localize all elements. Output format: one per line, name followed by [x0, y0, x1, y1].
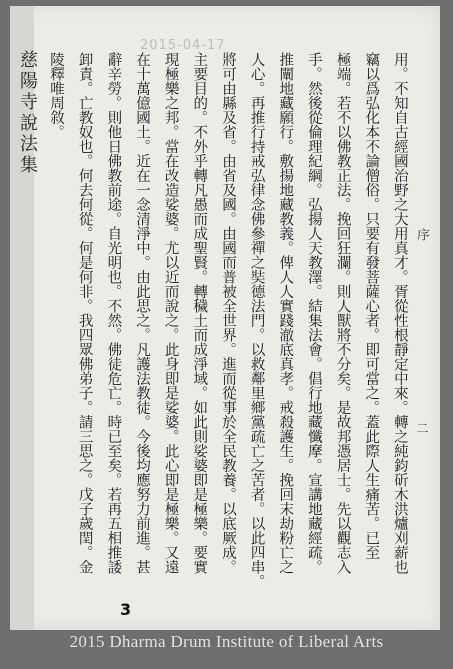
text-column: 陵釋唯周敘。	[48, 52, 64, 139]
text-column: 卸責。亡教奴也。何去何從。何是何非。我四眾佛弟子。請三思之。戊子歲閏。金	[76, 52, 93, 574]
text-column: 將可由縣及省。由省及國。由國而普被全世界。進而從事於全民教養。以底厥成。	[219, 52, 236, 574]
folio-number: 二	[415, 422, 429, 434]
text-column: 竊以爲弘化本不論僧俗。只要有發菩薩心者。即可當之。蓋此際人生痛苦。已至	[363, 52, 380, 560]
section-mark: 序	[414, 228, 429, 241]
text-column: 主要目的。不外乎轉凡愚而成聖賢。轉穢土而成淨域。如此則娑婆即是極樂。要實	[191, 52, 208, 574]
page-number: 3	[120, 600, 132, 619]
running-head-title: 慈陽寺說法集	[17, 50, 38, 176]
vertical-text-block	[44, 52, 412, 592]
text-column: 手。然後從倫理紀綱。弘揚人天教澤。結集法會。倡行地藏懺摩。宣講地藏經疏。	[305, 52, 322, 574]
footer-watermark: 2015 Dharma Drum Institute of Liberal Arts	[69, 632, 384, 651]
text-column: 在十萬億國土。近在一念清淨中。由此思之。凡護法教徒。今後均應努力前進。甚	[133, 52, 150, 574]
top-date-watermark: 2015-04-17	[140, 38, 226, 53]
text-column: 人心。再推行持戒弘律念佛參禪之奘德法門。以救鄰里鄉黨疏亡之苦者。以此四串。	[248, 52, 265, 589]
text-column: 用。不知自古經國治野之大用真才。胥從性根靜定中來。轉之純鈞斫木洪爐刈薪也	[391, 52, 408, 574]
text-column: 辭辛勞。則他日佛教前途。自光明也。不然。佛徒危亡。時已至矣。若再五相推諉	[105, 52, 122, 574]
text-column: 現極樂之邦。當在改造娑婆。尤以近而說之。此身即是娑婆。此心即是極樂。又遠	[162, 52, 179, 574]
text-column: 推闡地藏願行。敷揚地藏教義。俾人人實踐澈底真孝。戒殺護生。挽回末劫粉亡之	[277, 52, 294, 574]
text-column: 極端。若不以佛教正法。挽回狂瀾。則人獸將不分矣。是故邦憑居士。先以觀志入	[334, 52, 351, 574]
